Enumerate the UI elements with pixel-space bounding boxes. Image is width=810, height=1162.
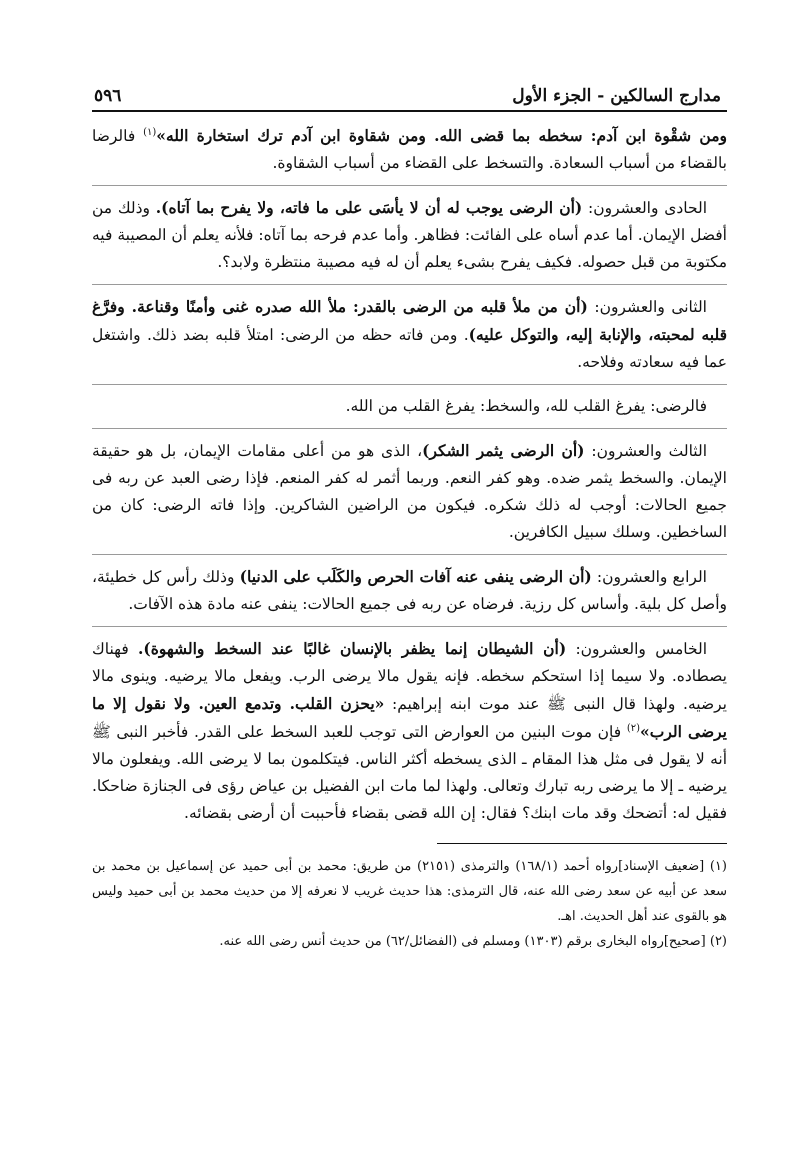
text-run: الثالث والعشرون: [584, 442, 708, 460]
text-run: الثانى والعشرون: [587, 298, 707, 316]
main-text [92, 122, 727, 827]
paragraph [92, 185, 727, 276]
paragraph [92, 284, 727, 376]
text-run: ، الذى هو من أعلى مقامات الإيمان، بل هو حقيقة الإيمان. والسخط يثمر ضده. وهو كفر النعم. وربما أثمر له كفر المنعم. فإذا رضى العبد عن ربه فى جميع الحالات: أوجب له ذلك شكره. فيكون من الراضين الشاكرين. وإذا فاته الرضى: كان من الساخطين. وسلك سبيل الكافرين. [92, 442, 727, 541]
paragraph [92, 554, 727, 618]
footnote: (١) [ضعيف الإسناد]رواه أحمد (١٦٨/١) والترمذى (٢١٥١) من طريق: محمد بن أبى حميد عن إسماعيل بن محمد بن سعد عن أبيه عن سعد رضى الله عنه، قال الترمذى: هذا حديث غريب لا نعرفه إلا من حديث محمد بن أبى حميد وليس هو بالقوى عند أهل الحديث. اهـ. [92, 859, 727, 924]
footnote-ref[interactable]: (١) [143, 126, 157, 138]
text-run: فالرضى: يفرغ القلب لله، والسخط: يفرغ القلب من الله. [345, 397, 707, 415]
bold-text: (أن الرضى يوجب له أن لا يأسَى على ما فاته، ولا يفرح بما آتاه). [155, 198, 583, 217]
bold-text: ومن شقْوة ابن آدم: سخطه بما قضى الله. ومن شقاوة ابن آدم ترك استخارة الله» [156, 126, 727, 145]
text-run: فهناك يصطاده. ولا سيما إذا استحكم سخطه. فإنه يقول مالا يرضى الرب. ويفعل مالا يرضيه. وينوى مالا يرضيه. ولهذا قال النبى ﷺ عند موت ابنه إبراهيم: [92, 640, 727, 713]
page-header [92, 78, 727, 112]
paragraph [92, 428, 727, 546]
footnote-ref[interactable]: (٢) [626, 722, 641, 734]
bold-text: (أن الشيطان إنما يظفر بالإنسان غالبًا عند السخط والشهوة). [138, 639, 567, 658]
book-page [92, 78, 727, 954]
page-number: ٥٩٦ [94, 86, 122, 106]
running-title: مدارج السالكين - الجزء الأول [512, 86, 721, 106]
bold-text: (أن الرضى يثمر الشكر) [422, 441, 585, 460]
footnotes [92, 854, 727, 954]
footnote-divider [437, 843, 727, 844]
bold-text: «يحزن القلب. وتدمع العين. ولا نقول إلا ما يرضى الرب» [92, 694, 727, 741]
paragraph [92, 626, 727, 827]
paragraph [92, 122, 727, 177]
text-run: فالرضا بالقضاء من أسباب السعادة. والتسخط على القضاء من أسباب الشقاوة. [92, 127, 727, 172]
text-run: وذلك رأس كل خطيئة، وأصل كل بلية. وأساس كل رزية. فرضاه عن ربه فى جميع الحالات: ينفى عنه مادة هذه الآفات. [92, 568, 727, 613]
text-run: فإن موت البنين من العوارض التى توجب للعبد السخط على القدر. فأخبر النبى ﷺ أنه لا يقول فى مثل هذا المقام ـ الذى يسخطه أكثر الناس. فيتكلمون بما لا يرضى الله. ويفعلون مالا يرضيه ـ إلا ما يرضى ربه تبارك وتعالى. ولهذا لما مات ابن الفضيل بن عياض رؤى فى الجنازة ضاحكا. فقيل له: أتضحك وقد مات ابنك؟ فقال: إن الله قضى بقضاء فأحببت أن أرضى بقضائه. [92, 723, 727, 822]
text-run: الرابع والعشرون: [591, 568, 707, 586]
footnote: (٢) [صحيح]رواه البخارى برقم (١٣٠٣) ومسلم فى (الفضائل/٦٢) من حديث أنس رضى الله عنه. [219, 934, 727, 949]
bold-text: (أن الرضى ينفى عنه آفات الحرص والكَلَب على الدنيا) [239, 567, 592, 586]
text-run: الخامس والعشرون: [566, 640, 708, 658]
paragraph [92, 384, 727, 420]
text-run: الحادى والعشرون: [582, 199, 708, 217]
text-run: وذلك من أفضل الإيمان. أما عدم أساه على الفائت: فظاهر. وأما عدم فرحه بما آتاه: فلأنه يعلم أن المصيبة فيه مكتوبة من قبل حصوله. فكيف يفرح بشىء يعلم أن له فيه مصيبة منتظرة ولابد؟. [92, 199, 727, 271]
text-run: . ومن فاته حظه من الرضى: امتلأ قلبه بضد ذلك. واشتغل عما فيه سعادته وفلاحه. [92, 326, 727, 371]
bold-text: (أن من ملأ قلبه من الرضى بالقدر: ملأ الله صدره غنى وأمنًا وقناعة. وفرَّغ قلبه لمحبته، والإنابة إليه، والتوكل عليه) [92, 297, 727, 344]
